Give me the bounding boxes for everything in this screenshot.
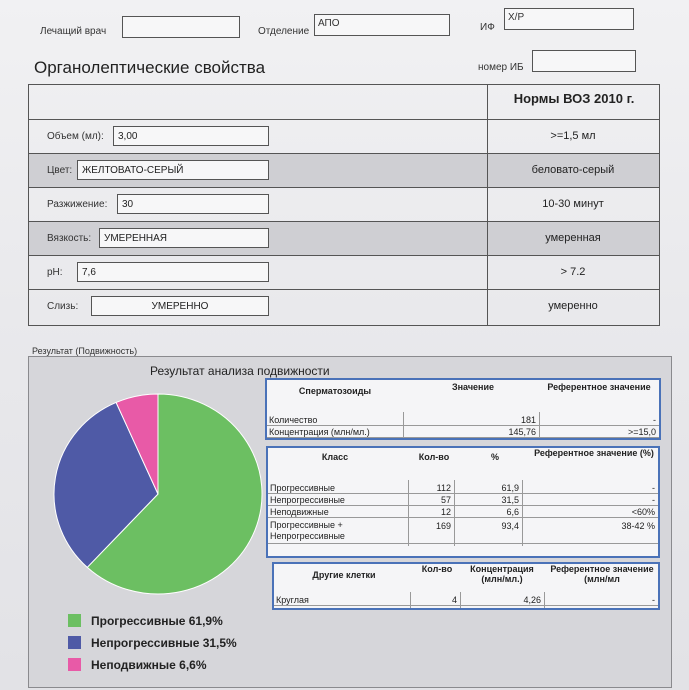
other-header-name: Другие клетки [312, 570, 376, 580]
table-cell: Прогрессивные + Непрогрессивные [268, 520, 408, 544]
table-cell: 12 [408, 506, 454, 518]
norms-title: Нормы ВОЗ 2010 г. [513, 91, 635, 106]
sperm-header-name: Сперматозоиды [298, 386, 372, 396]
legend-item-nonprogressive [68, 636, 237, 650]
table-cell: 38-42 % [522, 520, 658, 544]
table-cell: - [522, 482, 658, 494]
class-header-ref: Референтное значение (%) [534, 448, 654, 458]
cell-divider [544, 592, 545, 608]
table-cell: Количество [267, 414, 403, 426]
table-cell: <60% [522, 506, 658, 518]
table-cell: 93,4 [454, 520, 522, 544]
legend-swatch [68, 636, 81, 649]
table-cell: 57 [408, 494, 454, 506]
prop-row [29, 221, 659, 255]
doctor-field [122, 16, 240, 38]
table-cell: 145,76 [403, 426, 539, 438]
table-cell: 4,26 [460, 594, 544, 606]
table-cell: 4 [410, 594, 460, 606]
legend-label: Прогрессивные 61,9% [91, 614, 223, 628]
color-norm: беловато-серый [531, 164, 615, 176]
table-cell: - [539, 414, 659, 426]
prop-label: Вязкость: [47, 233, 92, 244]
viscosity-value: УМЕРЕННАЯ [99, 228, 269, 248]
department-field: АПО [314, 14, 450, 36]
class-header-count: Кол-во [418, 452, 450, 462]
column-divider [487, 85, 488, 325]
prop-label: Объем (мл): [47, 131, 104, 142]
prop-row [29, 289, 659, 325]
motility-pie-chart [48, 384, 268, 604]
cell-divider [403, 412, 404, 438]
legend-item-progressive [68, 614, 223, 628]
table-cell: Неподвижные [268, 506, 408, 518]
sperm-header-value: Значение [451, 382, 495, 392]
cell-divider [539, 412, 540, 438]
sperm-table [265, 378, 661, 440]
cell-divider [460, 592, 461, 608]
other-cells-table [272, 562, 660, 610]
table-cell: 31,5 [454, 494, 522, 506]
table-cell: Прогрессивные [268, 482, 408, 494]
cell-divider [410, 592, 411, 608]
record-field [532, 50, 636, 72]
legend-item-immotile [68, 658, 207, 672]
prop-row [29, 153, 659, 187]
class-header-name: Класс [321, 452, 349, 462]
ph-value: 7,6 [77, 262, 269, 282]
table-cell: 61,9 [454, 482, 522, 494]
prop-row [29, 255, 659, 289]
result-caption: Результат (Подвижность) [32, 346, 138, 356]
table-cell: - [522, 494, 658, 506]
ph-norm: > 7.2 [560, 266, 586, 278]
volume-value: 3,00 [113, 126, 269, 146]
prop-label: Слизь: [47, 301, 79, 312]
mucus-value: УМЕРЕННО [91, 296, 269, 316]
record-label: номер ИБ [478, 62, 524, 73]
volume-norm: >=1,5 мл [550, 130, 596, 142]
viscosity-norm: умеренная [545, 232, 601, 244]
table-cell: Круглая [274, 594, 410, 606]
prop-label: Разжижение: [47, 199, 108, 210]
prop-label: Цвет: [47, 165, 73, 176]
sperm-header-ref: Референтное значение [547, 382, 651, 392]
result-title: Результат анализа подвижности [150, 364, 330, 378]
table-cell: 6,6 [454, 506, 522, 518]
table-cell: - [544, 594, 658, 606]
table-cell: Непрогрессивные [268, 494, 408, 506]
legend-swatch [68, 614, 81, 627]
doctor-label: Лечащий врач [40, 26, 107, 37]
table-cell: 181 [403, 414, 539, 426]
table-cell: 169 [408, 520, 454, 544]
color-value: ЖЕЛТОВАТО-СЕРЫЙ [77, 160, 269, 180]
if-label: ИФ [480, 22, 495, 33]
prop-label: pH: [47, 267, 63, 278]
legend-swatch [68, 658, 81, 671]
table-cell: Концентрация (млн/мл.) [267, 426, 403, 438]
legend-label: Непрогрессивные 31,5% [91, 636, 237, 650]
prop-row [29, 187, 659, 221]
department-label: Отделение [258, 26, 310, 37]
mucus-norm: умеренно [548, 300, 598, 312]
class-table [266, 446, 660, 558]
liquefaction-norm: 10-30 минут [542, 198, 604, 210]
other-header-conc: Концентрация (млн/мл.) [470, 564, 534, 584]
legend-label: Неподвижные 6,6% [91, 658, 207, 672]
liquefaction-value: 30 [117, 194, 269, 214]
organoleptic-title: Органолептические свойства [34, 58, 266, 77]
cell-divider [522, 480, 523, 546]
cell-divider [454, 480, 455, 546]
other-header-ref: Референтное значение (млн/мл [550, 564, 654, 584]
table-cell: 112 [408, 482, 454, 494]
organoleptic-table [28, 84, 660, 326]
other-header-count: Кол-во [421, 564, 453, 574]
class-header-pct: % [490, 452, 499, 462]
cell-divider [408, 480, 409, 546]
if-field: Х/Р [504, 8, 634, 30]
table-cell: >=15,0 [539, 426, 659, 438]
prop-row [29, 119, 659, 153]
